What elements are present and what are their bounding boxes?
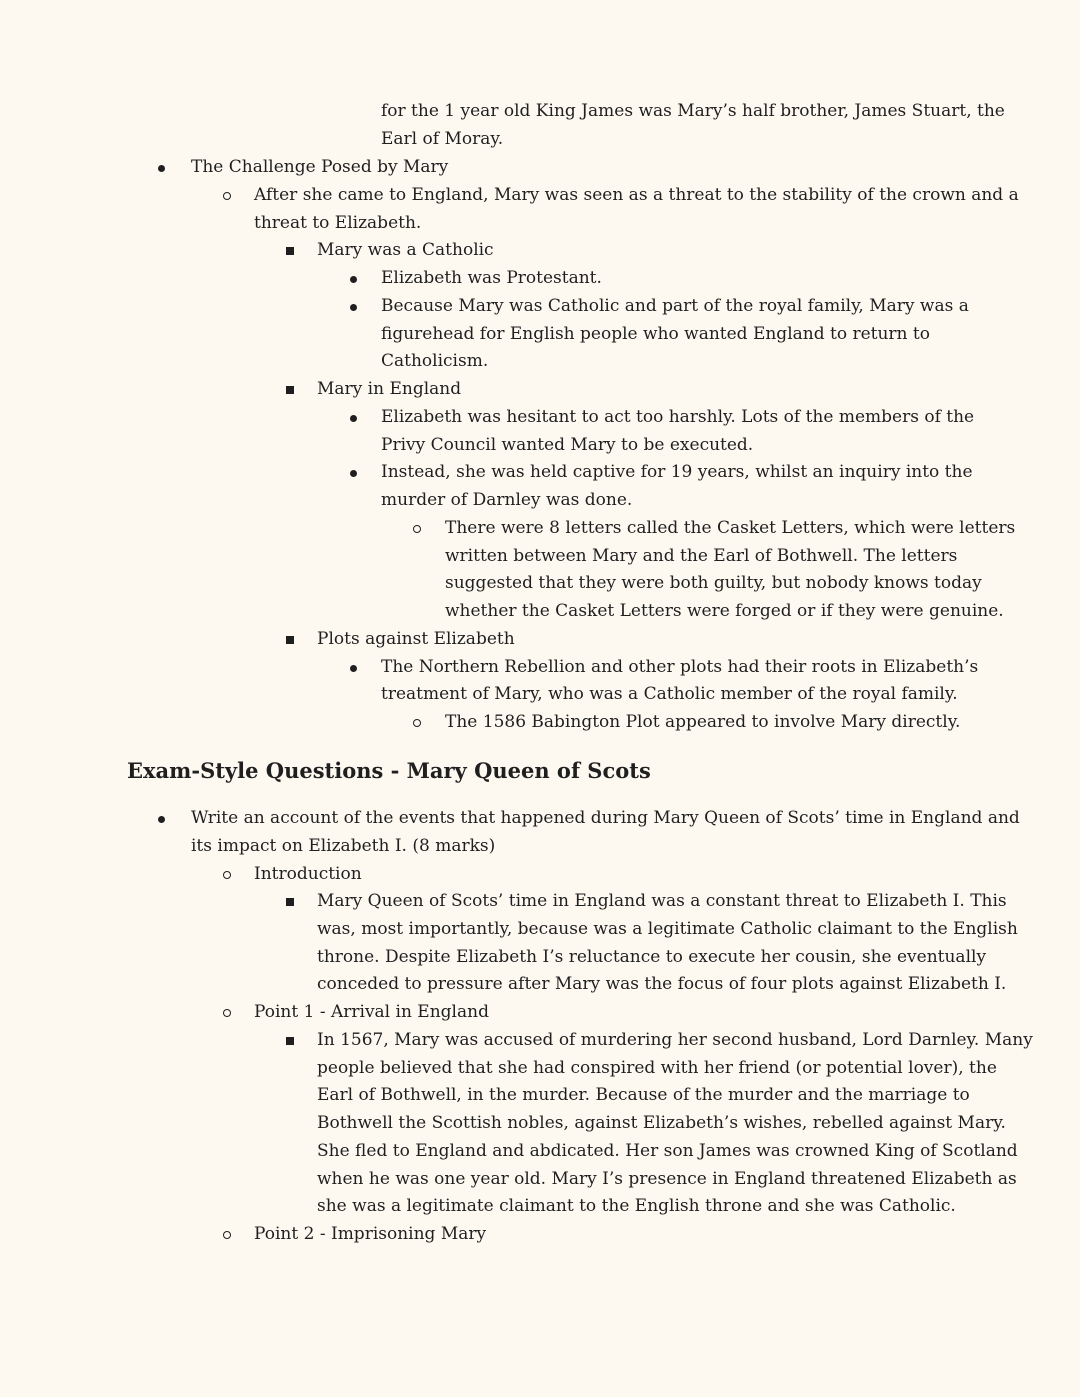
- subheading-england: Mary in England: [317, 379, 462, 399]
- body-text: conceded to pressure after Mary was the focus of four plots against Elizabeth I.: [317, 974, 1007, 994]
- body-text: suggested that they were both guilty, but nobody knows today: [445, 573, 982, 593]
- subheading-introduction: Introduction: [254, 864, 362, 884]
- question-text: Write an account of the events that happened during Mary Queen of Scots’ time in England and: [191, 808, 1020, 828]
- subheading-point-2: Point 2 - Imprisoning Mary: [254, 1224, 487, 1244]
- body-text: Bothwell the Scottish nobles, against Elizabeth’s wishes, rebelled against Mary.: [317, 1113, 1006, 1133]
- body-text: After she came to England, Mary was seen as a threat to the stability of the crown and a: [254, 185, 1019, 205]
- body-text: was, most importantly, because was a legitimate Catholic claimant to the English: [317, 919, 1018, 939]
- bullet-circle: [223, 1221, 231, 1239]
- bullet-square: [286, 888, 294, 906]
- body-text: Instead, she was held captive for 19 years, whilst an inquiry into the: [381, 462, 973, 482]
- bullet-square: [286, 376, 294, 394]
- body-text: The 1586 Babington Plot appeared to involve Mary directly.: [445, 712, 961, 732]
- question-text: its impact on Elizabeth I. (8 marks): [191, 836, 496, 856]
- body-text: figurehead for English people who wanted England to return to: [381, 324, 930, 344]
- body-text: Earl of Moray.: [381, 129, 504, 149]
- body-text: Elizabeth was hesitant to act too harshly. Lots of the members of the: [381, 407, 975, 427]
- body-text: murder of Darnley was done.: [381, 490, 633, 510]
- body-text: There were 8 letters called the Casket Letters, which were letters: [445, 518, 1016, 538]
- body-text: In 1567, Mary was accused of murdering her second husband, Lord Darnley. Many: [317, 1030, 1033, 1050]
- subheading-point-1: Point 1 - Arrival in England: [254, 1002, 489, 1022]
- subheading-catholic: Mary was a Catholic: [317, 240, 494, 260]
- body-text: throne. Despite Elizabeth I’s reluctance to execute her cousin, she eventually: [317, 947, 987, 967]
- bullet-square: [286, 1027, 294, 1045]
- body-text: The Northern Rebellion and other plots had their roots in Elizabeth’s: [381, 657, 979, 677]
- body-text: Mary Queen of Scots’ time in England was a constant threat to Elizabeth I. This: [317, 891, 1007, 911]
- body-text: Because Mary was Catholic and part of the royal family, Mary was a: [381, 296, 969, 316]
- bullet-circle: [223, 999, 231, 1017]
- bullet-disc: [350, 654, 357, 672]
- bullet-square: [286, 237, 294, 255]
- bullet-disc: [350, 293, 357, 311]
- bullet-disc: [350, 265, 357, 283]
- body-text: when he was one year old. Mary I’s presence in England threatened Elizabeth as: [317, 1169, 1017, 1189]
- body-text: people believed that she had conspired with her friend (or potential lover), the: [317, 1058, 997, 1078]
- body-text: whether the Casket Letters were forged or if they were genuine.: [445, 601, 1004, 621]
- bullet-circle: [413, 515, 421, 533]
- bullet-circle: [413, 709, 421, 727]
- body-text: treatment of Mary, who was a Catholic member of the royal family.: [381, 684, 958, 704]
- body-text: for the 1 year old King James was Mary’s half brother, James Stuart, the: [381, 101, 1005, 121]
- bullet-square: [286, 626, 294, 644]
- body-text: She fled to England and abdicated. Her son James was crowned King of Scotland: [317, 1141, 1018, 1161]
- body-text: threat to Elizabeth.: [254, 213, 422, 233]
- exam-heading: Exam-Style Questions - Mary Queen of Scots: [127, 758, 651, 783]
- bullet-disc: [158, 154, 165, 172]
- body-text: Elizabeth was Protestant.: [381, 268, 602, 288]
- body-text: written between Mary and the Earl of Bothwell. The letters: [445, 546, 958, 566]
- body-text: Privy Council wanted Mary to be executed.: [381, 435, 754, 455]
- bullet-disc: [350, 404, 357, 422]
- body-text: Earl of Bothwell, in the murder. Because of the murder and the marriage to: [317, 1085, 970, 1105]
- bullet-circle: [223, 182, 231, 200]
- bullet-circle: [223, 861, 231, 879]
- bullet-disc: [350, 459, 357, 477]
- body-text: Catholicism.: [381, 351, 489, 371]
- body-text: she was a legitimate claimant to the English throne and she was Catholic.: [317, 1196, 956, 1216]
- bullet-disc: [158, 805, 165, 823]
- section-heading-challenge: The Challenge Posed by Mary: [191, 157, 449, 177]
- subheading-plots: Plots against Elizabeth: [317, 629, 515, 649]
